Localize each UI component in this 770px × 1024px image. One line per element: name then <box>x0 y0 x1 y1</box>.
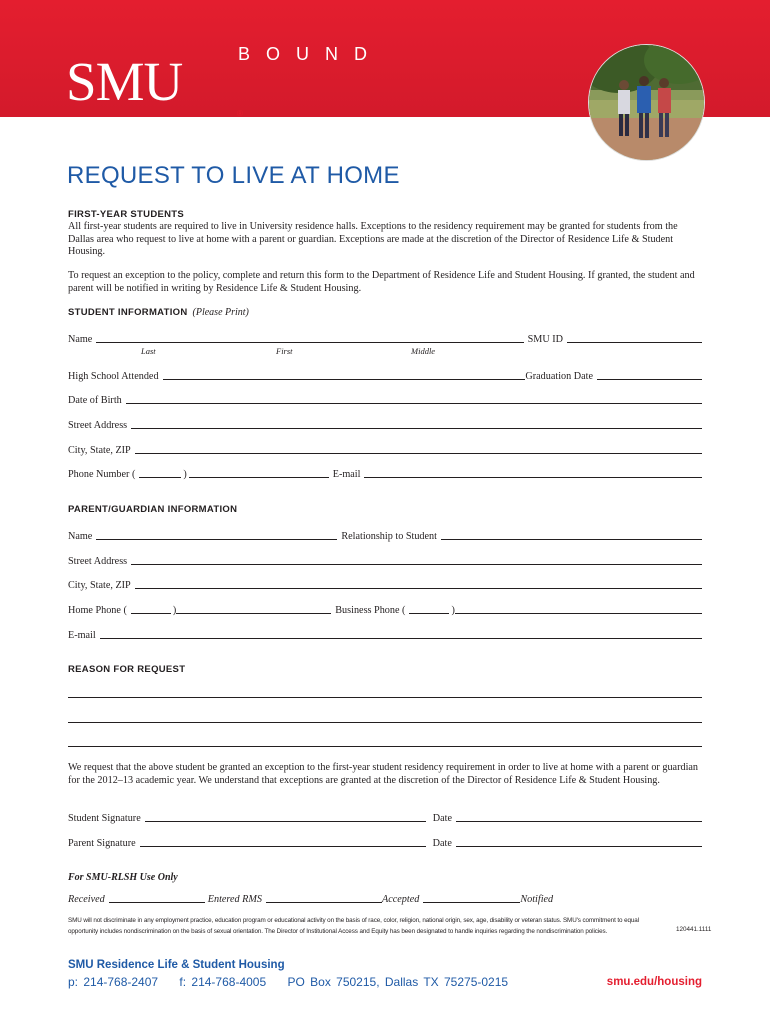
parent-signature-label: Parent Signature <box>68 838 136 849</box>
footer-contact: p: 214-768-2407 f: 214-768-4005 PO Box 750215, Dallas TX 75275-0215 <box>68 975 509 989</box>
reason-line-1[interactable] <box>68 697 702 698</box>
sub-label-middle: Middle <box>411 346 436 356</box>
parent-street-row <box>68 553 702 567</box>
business-area-code-field[interactable] <box>409 613 449 614</box>
logo-tagline: BOUND <box>238 44 384 64</box>
please-print-note: (Please Print) <box>192 307 249 318</box>
accepted-field[interactable] <box>423 902 520 903</box>
entered-rms-label: Entered RMS <box>207 894 262 905</box>
parent-email-label: E-mail <box>68 630 96 641</box>
student-name-row <box>68 331 702 345</box>
student-city-row <box>68 442 702 456</box>
notified-label: Notified <box>520 894 554 905</box>
student-signature-field[interactable] <box>145 821 426 822</box>
student-date-label: Date <box>432 813 452 824</box>
dob-label: Date of Birth <box>68 395 122 406</box>
nondiscrimination-statement: SMU will not discriminate in any employment practice, education program or educational activity on the basis of race, color, religion, national origin, sex, age, disability or veteran status. SMU's commitment to equal opportunity includes nondiscrimination on the basis of sexual orientation. The Director of Institutional Access and Equity has been designated to handle inquiries regarding the nondiscrimination policies. <box>68 917 639 935</box>
parent-signature-row <box>68 835 702 849</box>
graduation-date-label: Graduation Date <box>525 371 593 382</box>
student-street-row <box>68 417 702 431</box>
reason-line-2[interactable] <box>68 722 702 723</box>
paren-close: ) <box>172 605 177 616</box>
received-label: Received <box>68 894 105 905</box>
entered-rms-field[interactable] <box>266 902 382 903</box>
relationship-label: Relationship to Student <box>341 531 437 542</box>
parent-date-field[interactable] <box>456 846 702 847</box>
received-field[interactable] <box>109 902 205 903</box>
students-walking-photo <box>589 45 704 160</box>
parent-info-heading: PARENT/GUARDIAN INFORMATION <box>68 504 238 515</box>
student-street-field[interactable] <box>131 428 702 429</box>
first-year-paragraph: All first-year students are required to live in University residence halls. Exceptions to the residency requirement may be granted for students from the Dallas area who request to live at home with a parent or guardian. Exceptions are made at the discretion of the Director of Residence Life & Student Housing. <box>68 221 678 258</box>
student-phone-field[interactable] <box>189 477 329 478</box>
smu-id-label: SMU ID <box>527 334 563 345</box>
student-signature-row <box>68 810 702 824</box>
parent-email-row <box>68 627 702 641</box>
parent-email-field[interactable] <box>100 638 702 639</box>
business-phone-label: Business Phone ( <box>335 605 406 616</box>
student-phone-row <box>68 466 702 480</box>
parent-city-row <box>68 577 702 591</box>
parent-street-label: Street Address <box>68 556 128 567</box>
student-date-field[interactable] <box>456 821 702 822</box>
student-city-label: City, State, ZIP <box>68 445 131 456</box>
reason-heading: REASON FOR REQUEST <box>68 664 186 675</box>
office-use-row <box>68 891 558 905</box>
student-name-label: Name <box>68 334 93 345</box>
reason-line-3[interactable] <box>68 746 702 747</box>
parent-city-field[interactable] <box>135 588 702 589</box>
home-area-code-field[interactable] <box>131 613 171 614</box>
sub-label-first: First <box>276 346 293 356</box>
dob-field[interactable] <box>126 403 702 404</box>
high-school-row <box>68 368 702 382</box>
student-info-section-header <box>68 307 249 318</box>
paren-close: ) <box>183 469 187 480</box>
student-city-field[interactable] <box>135 453 702 454</box>
document-code: 120441.1111 <box>676 926 712 933</box>
first-year-heading: FIRST-YEAR STUDENTS <box>68 209 185 220</box>
home-phone-field[interactable] <box>176 613 331 614</box>
paren-close: ) <box>451 605 455 616</box>
parent-street-field[interactable] <box>131 564 702 565</box>
dob-row <box>68 392 702 406</box>
student-signature-label: Student Signature <box>68 813 141 824</box>
parent-name-field[interactable] <box>96 539 337 540</box>
footer-url-link[interactable]: smu.edu/housing <box>606 976 702 988</box>
sub-label-last: Last <box>141 346 156 356</box>
student-email-label: E-mail <box>332 469 361 480</box>
student-phone-label: Phone Number ( <box>68 469 136 480</box>
parent-city-label: City, State, ZIP <box>68 580 131 591</box>
home-phone-label: Home Phone ( <box>68 605 127 616</box>
parent-date-label: Date <box>432 838 452 849</box>
instructions-paragraph: To request an exception to the policy, complete and return this form to the Department of Residence Life and Student Housing. If granted, the student and parent will be notified in writing by Residence Life & Student Housing. <box>68 270 695 294</box>
graduation-date-field[interactable] <box>597 379 702 380</box>
parent-name-label: Name <box>68 531 93 542</box>
parent-phone-row <box>68 602 702 616</box>
student-name-field[interactable] <box>96 342 523 343</box>
footer-org-name: SMU Residence Life & Student Housing <box>68 959 285 971</box>
high-school-field[interactable] <box>163 379 526 380</box>
smu-id-field[interactable] <box>567 342 702 343</box>
student-street-label: Street Address <box>68 420 128 431</box>
student-area-code-field[interactable] <box>139 477 181 478</box>
request-statement: We request that the above student be granted an exception to the first-year student residency requirement in order to live at home with a parent or guardian for the 2012–13 academic year. We understand that exceptions are granted at the discretion of the Director of Residence Life & Student Housing. <box>68 762 699 786</box>
office-use-heading: For SMU-RLSH Use Only <box>68 872 178 883</box>
parent-signature-field[interactable] <box>140 846 426 847</box>
registered-mark: ® <box>237 109 243 118</box>
student-email-field[interactable] <box>364 477 702 478</box>
business-phone-field[interactable] <box>455 613 702 614</box>
relationship-field[interactable] <box>441 539 702 540</box>
accepted-label: Accepted <box>382 894 420 905</box>
smu-logo: SMU <box>66 51 183 112</box>
student-info-heading: STUDENT INFORMATION <box>68 307 188 318</box>
high-school-label: High School Attended <box>68 371 159 382</box>
page-title: REQUEST TO LIVE AT HOME <box>67 162 400 189</box>
parent-name-row <box>68 528 702 542</box>
